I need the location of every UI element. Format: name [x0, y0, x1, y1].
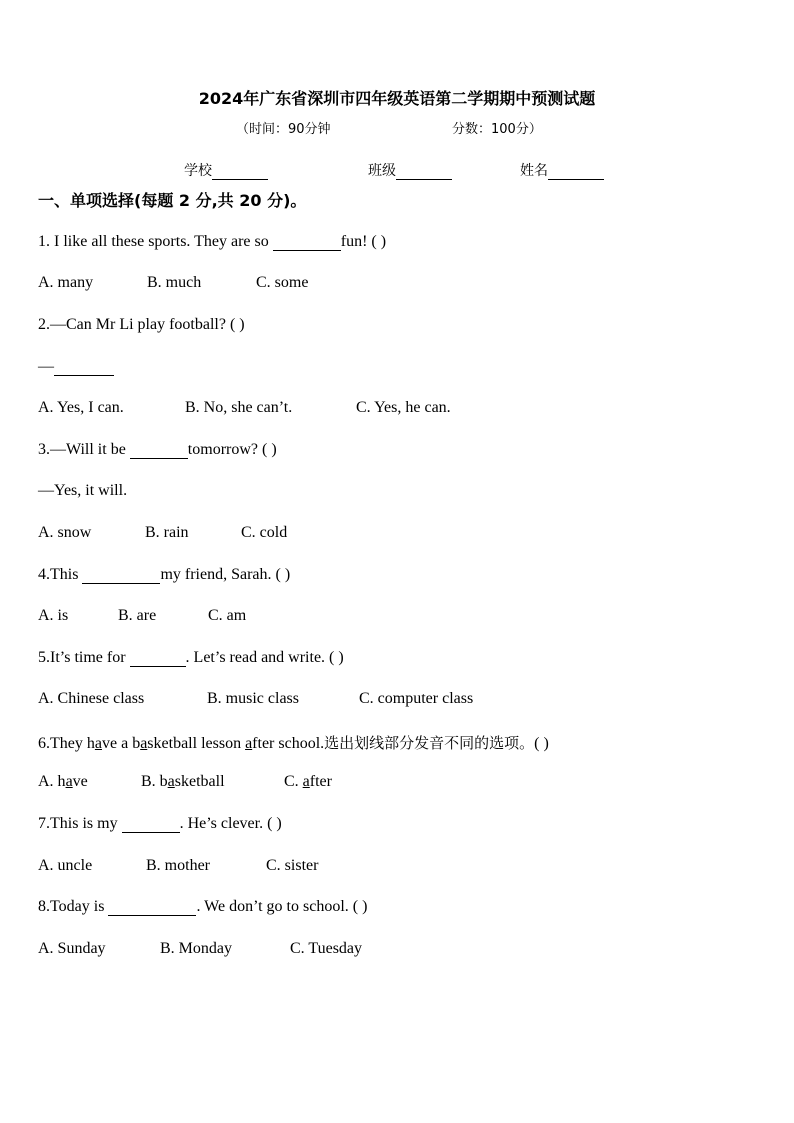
q7-option-a[interactable]: A. uncle [38, 857, 93, 874]
q2-option-c[interactable]: C. Yes, he can. [356, 399, 451, 416]
section-heading: 一、单项选择(每题 2 分,共 20 分)。 [38, 191, 307, 210]
underlined-letter: a [65, 773, 73, 790]
page-title: 2024年广东省深圳市四年级英语第二学期期中预测试题 [198, 89, 596, 108]
q1-option-b[interactable]: B. much [147, 274, 202, 291]
question-6-text: fter school. [252, 735, 325, 752]
question-8-text: 8.Today is [38, 898, 109, 915]
question-5-text-end: . Let’s read and write. ( ) [185, 649, 344, 666]
school-label: 学校 [184, 163, 212, 179]
option-text: fter [309, 773, 332, 790]
q1-option-a[interactable]: A. many [38, 274, 94, 291]
class-label: 班级 [368, 163, 396, 179]
question-3-text-end: tomorrow? ( ) [187, 441, 277, 458]
answer-blank [108, 899, 196, 916]
q1-option-c[interactable]: C. some [256, 274, 309, 291]
question-5-text: 5.It’s time for [38, 649, 130, 666]
q7-option-b[interactable]: B. mother [146, 857, 210, 874]
answer-blank [130, 442, 188, 459]
name-blank[interactable] [548, 165, 604, 180]
option-text: A. h [38, 773, 66, 790]
q8-option-a[interactable]: A. Sunday [38, 940, 106, 957]
q3-option-a[interactable]: A. snow [38, 524, 92, 541]
question-6-text: ve a b [101, 735, 141, 752]
answer-blank [273, 234, 341, 251]
class-field[interactable] [368, 160, 452, 180]
q6-option-b[interactable] [141, 773, 225, 791]
answer-blank [130, 650, 186, 667]
score-info: 分数：100分） [452, 122, 542, 137]
q3-option-c[interactable]: C. cold [241, 524, 288, 541]
question-1 [38, 233, 386, 251]
question-8 [38, 898, 367, 916]
option-text: C. [284, 773, 303, 790]
dash: — [38, 358, 54, 375]
q6-option-a[interactable] [38, 773, 88, 791]
q7-option-c[interactable]: C. sister [266, 857, 319, 874]
question-4-text-end: my friend, Sarah. ( ) [160, 566, 291, 583]
exam-info [236, 118, 566, 137]
question-7-text: 7.This is my [38, 815, 122, 832]
q4-option-b[interactable]: B. are [118, 607, 157, 624]
answer-blank [122, 816, 180, 833]
q8-option-b[interactable]: B. Monday [160, 940, 232, 957]
question-2-reply [38, 358, 114, 376]
question-6-text: sketball lesson [147, 735, 246, 752]
question-6-instruction: 选出划线部分发音不同的选项。 [324, 734, 535, 752]
option-text: sketball [174, 773, 225, 790]
q8-option-c[interactable]: C. Tuesday [290, 940, 363, 957]
question-8-text-end: . We don’t go to school. ( ) [196, 898, 368, 915]
underlined-letter: a [167, 773, 175, 790]
answer-parentheses: ( ) [534, 735, 549, 752]
option-text: B. b [141, 773, 168, 790]
answer-blank [82, 567, 160, 584]
answer-blank [54, 359, 114, 376]
question-2: 2.—Can Mr Li play football? ( ) [38, 316, 245, 333]
question-3 [38, 441, 277, 459]
q5-option-c[interactable]: C. computer class [359, 690, 474, 707]
q4-option-c[interactable]: C. am [208, 607, 247, 624]
question-7-text-end: . He’s clever. ( ) [179, 815, 282, 832]
option-text: ve [72, 773, 88, 790]
q3-option-b[interactable]: B. rain [145, 524, 189, 541]
q6-option-c[interactable] [284, 773, 332, 791]
question-4 [38, 566, 290, 584]
question-3-reply: —Yes, it will. [38, 482, 128, 499]
question-6 [38, 732, 549, 753]
q2-option-a[interactable]: A. Yes, I can. [38, 399, 124, 416]
question-7 [38, 815, 282, 833]
underlined-letter: a [140, 735, 148, 752]
q5-option-a[interactable]: A. Chinese class [38, 690, 145, 707]
q5-option-b[interactable]: B. music class [207, 690, 299, 707]
question-3-text: 3.—Will it be [38, 441, 130, 458]
school-field[interactable] [184, 160, 268, 180]
name-field[interactable] [520, 160, 604, 180]
question-1-text-end: fun! ( ) [340, 233, 387, 250]
question-6-text: 6.They h [38, 735, 95, 752]
question-1-text: 1. I like all these sports. They are so [38, 233, 273, 250]
question-5 [38, 649, 344, 667]
q2-option-b[interactable]: B. No, she can’t. [185, 399, 293, 416]
underlined-letter: a [94, 735, 102, 752]
name-label: 姓名 [520, 163, 548, 179]
class-blank[interactable] [396, 165, 452, 180]
underlined-letter: a [245, 735, 253, 752]
time-info: （时间：90分钟 [236, 122, 331, 137]
underlined-letter: a [302, 773, 310, 790]
school-blank[interactable] [212, 165, 268, 180]
q4-option-a[interactable]: A. is [38, 607, 69, 624]
question-4-text: 4.This [38, 566, 83, 583]
